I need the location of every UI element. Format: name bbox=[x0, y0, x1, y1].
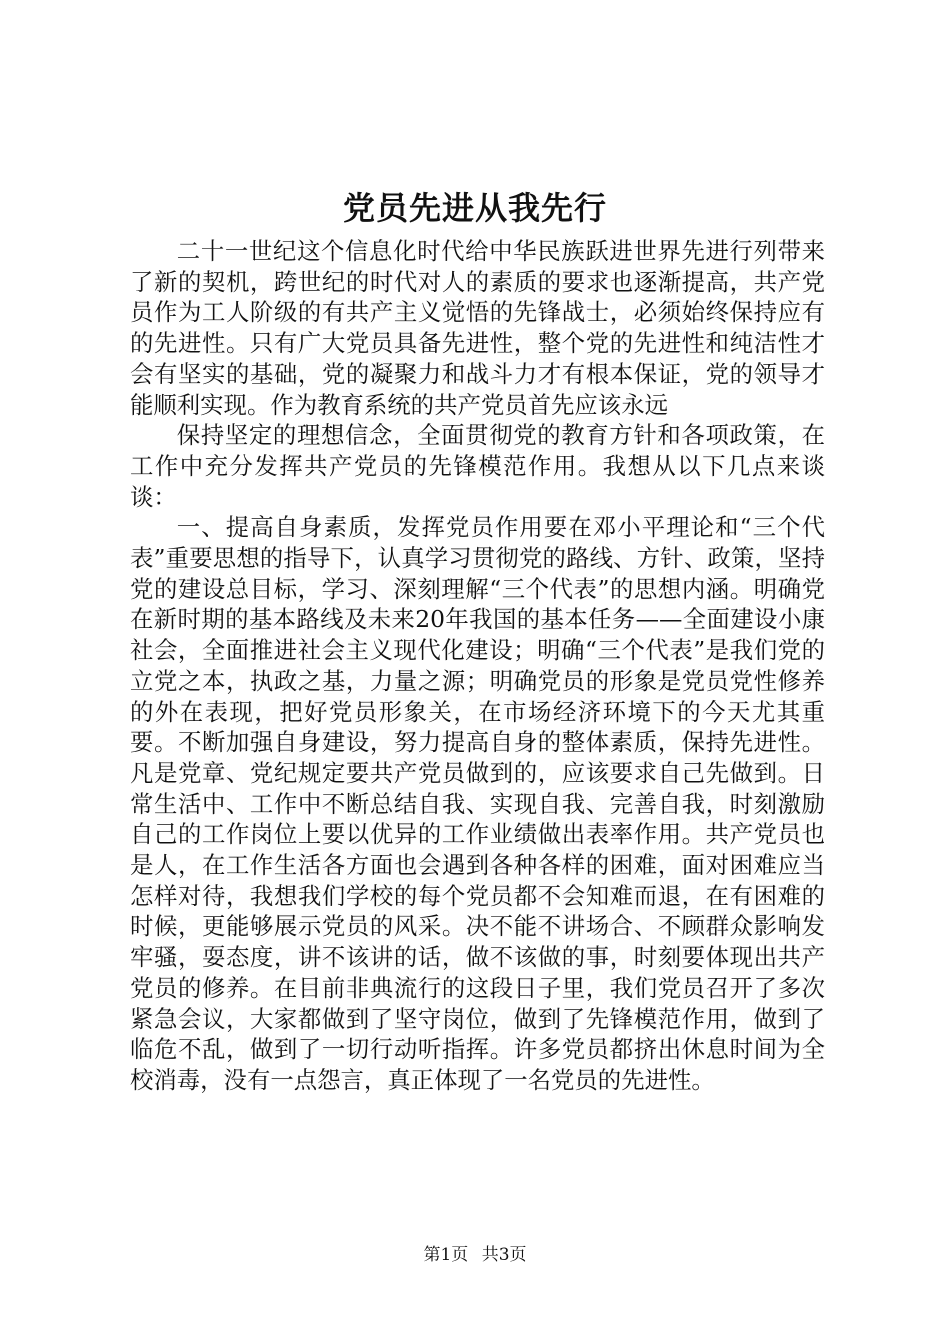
page-footer bbox=[0, 1243, 950, 1267]
document-title: 党员先进从我先行 bbox=[342, 189, 607, 227]
document-body bbox=[130, 236, 825, 1096]
paragraph-ideals: 保持坚定的理想信念，全面贯彻党的教育方针和各项政策，在工作中充分发挥共产党员的先锋模范作用。我想从以下几点来谈谈： bbox=[130, 421, 825, 511]
paragraph-point-one: 一、提高自身素质，发挥党员作用要在邓小平理论和“三个代表”重要思想的指导下，认真学习贯彻党的路线、方针、政策，坚持党的建设总目标，学习、深刻理解“三个代表”的思想内涵。明确党在新时期的基本路线及未来20年我国的基本任务——全面建设小康社会，全面推进社会主义现代化建设；明确“三个代表”是我们党的立党之本，执政之基，力量之源；明确党员的形象是党员党性修养的外在表现，把好党员形象关，在市场经济环境下的今天尤其重要。不断加强自身建设，努力提高自身的整体素质，保持先进性。凡是党章、党纪规定要共产党员做到的，应该要求自己先做到。日常生活中、工作中不断总结自我、实现自我、完善自我，时刻激励自己的工作岗位上要以优异的工作业绩做出表率作用。共产党员也是人，在工作生活各方面也会遇到各种各样的困难，面对困难应当怎样对待，我想我们学校的每个党员都不会知难而退，在有困难的时候，更能够展示党员的风采。决不能不讲场合、不顾群众影响发牢骚，耍态度，讲不该讲的话，做不该做的事，时刻要体现出共产党员的修养。在目前非典流行的这段日子里，我们党员召开了多次紧急会议，大家都做到了坚守岗位，做到了先锋模范作用，做到了临危不乱，做到了一切行动听指挥。许多党员都挤出休息时间为全校消毒，没有一点怨言，真正体现了一名党员的先进性。 bbox=[130, 513, 825, 1094]
page-number: 第1页 bbox=[423, 1245, 469, 1265]
paragraph-intro: 二十一世纪这个信息化时代给中华民族跃进世界先进行列带来了新的契机，跨世纪的时代对人的素质的要求也逐渐提高，共产党员作为工人阶级的有共产主义觉悟的先锋战士，必须始终保持应有的先进性。只有广大党员具备先进性，整个党的先进性和纯洁性才会有坚实的基础，党的凝聚力和战斗力才有根本保证，党的领导才能顺利实现。作为教育系统的共产党员首先应该永远 bbox=[130, 237, 825, 419]
page-total: 共3页 bbox=[481, 1245, 527, 1265]
